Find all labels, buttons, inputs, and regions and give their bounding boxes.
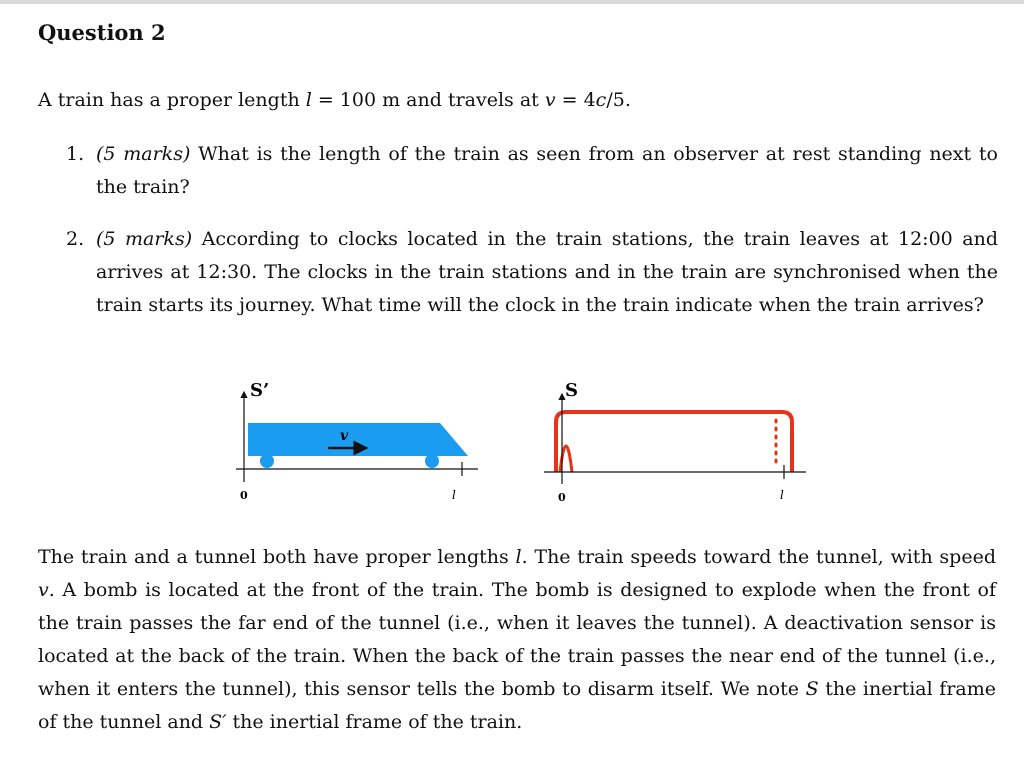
train-frame-diagram [236,380,478,502]
train-wheel-rear [260,454,274,468]
right-origin-label: 0 [558,491,566,504]
question-title: Question 2 [38,20,166,45]
train-wheel-front [425,454,439,468]
left-origin-label: 0 [240,489,248,502]
part-text: (5 marks) What is the length of the train as seen from an observer at rest standing next to the train? [96,143,998,198]
part-number: 1. [66,143,85,165]
tunnel-frame-diagram [544,380,806,504]
top-rule [0,0,1024,4]
frame-label-s-prime: S’ [250,380,270,401]
right-length-label: l [780,488,784,502]
part-marks: (5 marks) [96,228,193,250]
part-text: (5 marks) According to clocks located in the train stations, the train leaves at 12:00 and arrives at 12:30. The clocks in the train stations and in the train are synchronised when the train starts its journey. What time will the clock in the train indicate when the train arrives? [96,228,998,316]
velocity-label: v [340,428,349,444]
train-body [248,423,468,456]
left-length-label: l [452,488,456,502]
question-part-2 [66,223,998,322]
frame-label-s: S [565,380,578,401]
part-marks: (5 marks) [96,143,191,165]
part-number: 2. [66,228,85,250]
tunnel-outline [556,412,792,472]
closing-paragraph: The train and a tunnel both have proper lengths l. The train speeds toward the tunnel, with speed v. A bomb is located at the front of the train. The bomb is designed to explode when the front of the train passes the far end of the tunnel (i.e., when it leaves the tunnel). A deactivation sensor is located at the back of the train. When the back of the train passes the near end of the tunnel (i.e., when it enters the tunnel), this sensor tells the bomb to disarm itself. We note S the inertial frame of the tunnel and S′ the inertial frame of the train. [38,546,996,733]
intro-paragraph: A train has a proper length l = 100 m and travels at v = 4c/5. [38,89,631,111]
train-tunnel-figure [0,360,1024,520]
question-part-1 [66,138,998,204]
